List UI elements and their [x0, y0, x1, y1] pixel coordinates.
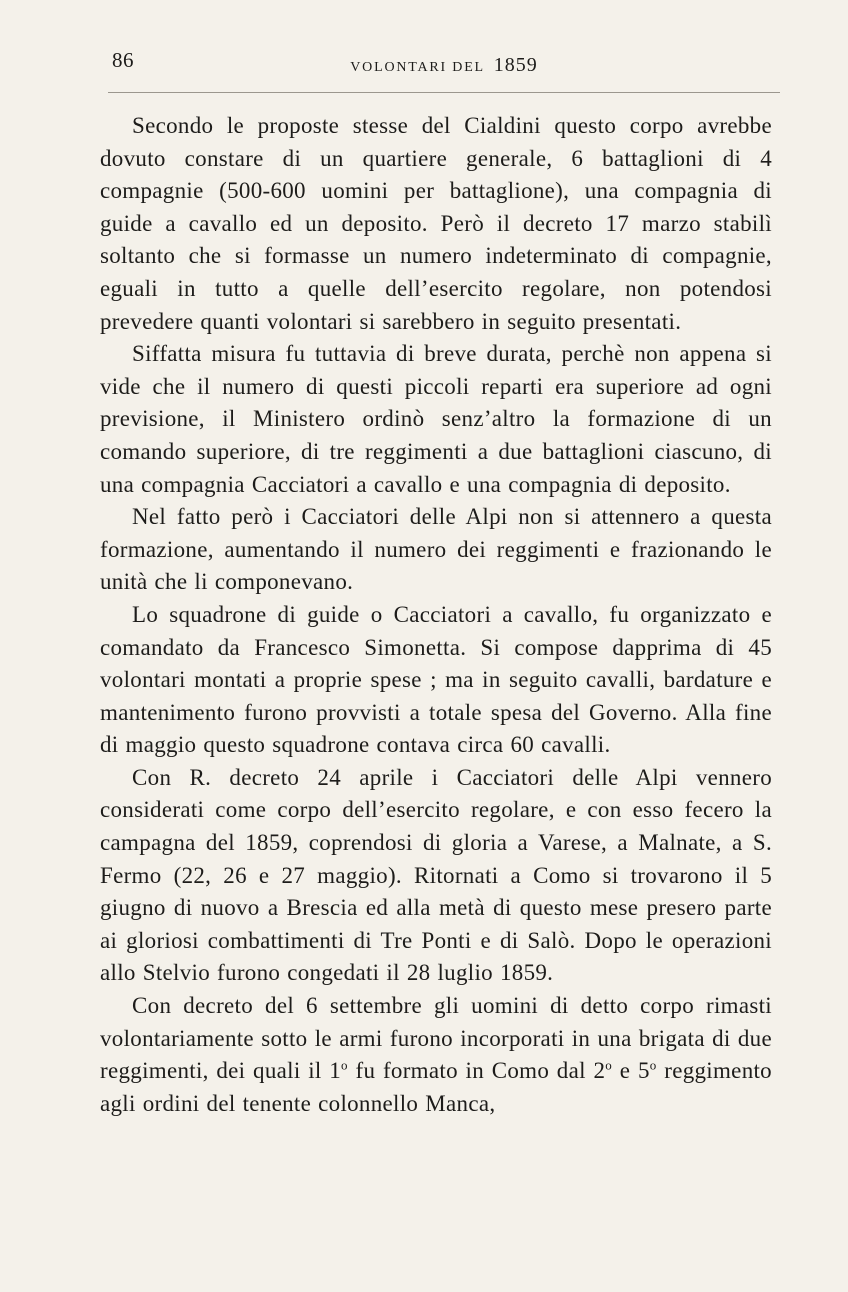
paragraph: Lo squadrone di guide o Cacciatori a cavallo, fu organizzato e comandato da Francesco Simonetta. Si compose dapprima di 45 volontari montati a proprie spese ; ma in seguito cavalli, bardature e mantenimento furono provvisti a totale spesa del Governo. Alla fine di maggio questo squadrone contava circa 60 cavalli.: [100, 601, 772, 758]
paragraph: Secondo le proposte stesse del Cialdini questo corpo avrebbe dovuto constare di un quartiere generale, 6 battaglioni di 4 compagnie (500-600 uomini per battaglione), una compagnia di guide a cavallo ed un deposito. Però il decreto 17 marzo stabilì soltanto che si formasse un numero indeterminato di compagnie, eguali in tutto a quelle dell’esercito regolare, non potendosi prevedere quanti volontari si sarebbero in seguito presentati.: [100, 113, 772, 334]
paragraph: Siffatta misura fu tuttavia di breve durata, perchè non appena si vide che il numero di questi piccoli reparti era superiore ad ogni previsione, il Ministero ordinò senz’altro la formazione di un comando superiore, di tre reggimenti a due battaglioni ciascuno, di una compagnia Cacciatori a cavallo e una compagnia di deposito.: [100, 341, 772, 497]
ordinal-superscript: o: [341, 1057, 348, 1073]
body-text: [100, 110, 772, 1120]
paragraph-text: reggimento agli ordini del tenente colonnello Manca,: [100, 1058, 772, 1116]
paragraph: [100, 990, 772, 1120]
page-header: [108, 48, 780, 88]
page-number: 86: [112, 48, 134, 72]
running-title: [108, 54, 780, 77]
paragraph-text: Con decreto del 6 settembre gli uomini di detto corpo rimasti volontariamente sotto le armi furono incorporati in una brigata di due reggimenti, dei quali il 1: [100, 993, 772, 1084]
ordinal-superscript: o: [649, 1057, 657, 1073]
paragraph: Nel fatto però i Cacciatori delle Alpi non si attennero a questa formazione, aumentando il numero dei reggimenti e frazionando le unità che li componevano.: [100, 504, 772, 595]
header-rule: [108, 92, 780, 93]
paragraph: Con R. decreto 24 aprile i Cacciatori delle Alpi vennero considerati come corpo dell’esercito regolare, e con esso fecero la campagna del 1859, coprendosi di gloria a Varese, a Malnate, a S. Fermo (22, 26 e 27 maggio). Ritornati a Como si trovarono il 5 giugno di nuovo a Brescia ed alla metà di questo mese presero parte ai gloriosi combattimenti di Tre Ponti e di Salò. Dopo le operazioni allo Stelvio furono congedati il 28 luglio 1859.: [100, 764, 772, 986]
ordinal-superscript: o: [605, 1057, 613, 1073]
running-title-year: 1859: [493, 54, 538, 76]
running-title-text: VOLONTARI DEL: [350, 60, 485, 75]
paragraph-text: e 5: [612, 1058, 650, 1084]
paragraph-text: fu formato in Como dal 2: [347, 1058, 606, 1084]
